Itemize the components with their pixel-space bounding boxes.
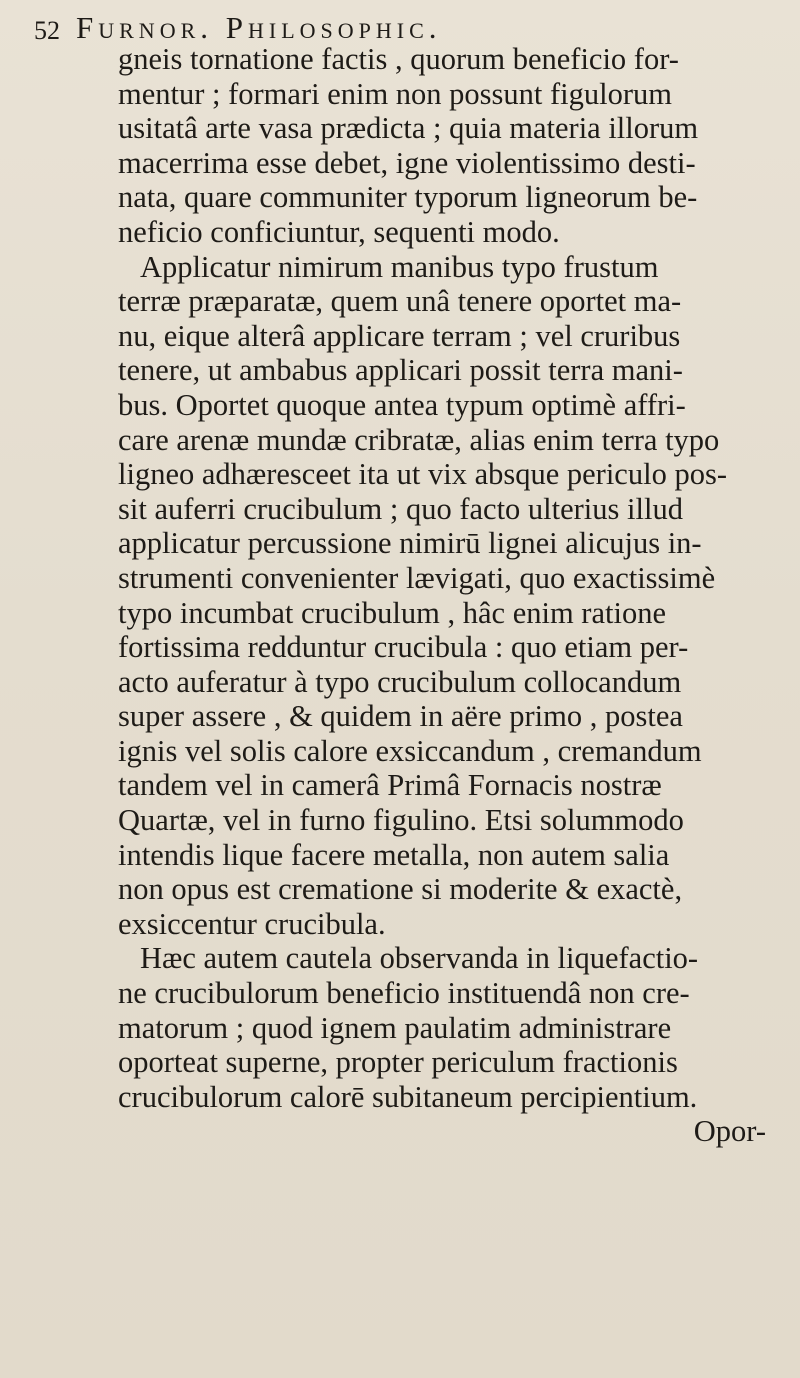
text-line: usitatâ arte vasa prædicta ; quia materia illorum [118, 111, 699, 146]
text-line: acto auferatur à typo crucibulum collocandum [118, 664, 682, 699]
text-line: ignis vel solis calore exsiccandum , cremandum [118, 733, 702, 768]
text-line: terræ præparatæ, quem unâ tenere oportet ma- [118, 284, 682, 319]
text-line: oporteat superne, propter periculum fractionis [118, 1045, 678, 1080]
text-line: intendis lique facere metalla, non autem salia [118, 837, 670, 872]
text-line: ligneo adhæresceet ita ut vix absque periculo pos- [118, 457, 727, 492]
text-line: strumenti convenienter lævigati, quo exactissimè [118, 560, 716, 595]
text-line: care arenæ mundæ cribratæ, alias enim terra typo [118, 422, 720, 457]
text-line: Quartæ, vel in furno figulino. Etsi solummodo [118, 803, 684, 838]
text-line: tandem vel in camerâ Primâ Fornacis nostræ [118, 768, 662, 803]
text-line: matorum ; quod ignem paulatim administrare [118, 1010, 672, 1045]
text-line: tenere, ut ambabus applicari possit terra mani- [118, 353, 683, 388]
text-line: bus. Oportet quoque antea typum optimè affri- [118, 387, 686, 422]
text-line: typo incumbat crucibulum , hâc enim ratione [118, 595, 666, 630]
page-header [34, 2, 774, 46]
text-line: exsiccentur crucibula. [118, 906, 386, 941]
text-line: macerrima esse debet, igne violentissimo desti- [118, 145, 696, 180]
text-line: Applicatur nimirum manibus typo frustum [140, 249, 659, 284]
text-line: fortissima redduntur crucibula : quo etiam per- [118, 630, 689, 665]
text-line: nata, quare communiter typorum ligneorum be- [118, 180, 698, 215]
body-text [118, 42, 796, 1149]
text-line: super assere , & quidem in aëre primo , postea [118, 699, 683, 734]
text-line: ne crucibulorum beneficio instituendâ non cre- [118, 976, 690, 1011]
running-head: Furnor. Philosophic. [76, 10, 442, 45]
text-line: nu, eique alterâ applicare terram ; vel cruribus [118, 318, 681, 353]
text-line: mentur ; formari enim non possunt figulorum [118, 76, 673, 111]
text-line: Hæc autem cautela observanda in liquefactio- [140, 941, 699, 976]
text-line: crucibulorum calorē subitaneum percipientium. [118, 1079, 698, 1114]
text-line: non opus est crematione si moderite & exactè, [118, 872, 683, 907]
text-line: gneis tornatione factis , quorum beneficio for- [118, 42, 679, 76]
text-line: applicatur percussione nimirū lignei alicujus in- [118, 526, 702, 561]
text-line: neficio conficiuntur, sequenti modo. [118, 214, 560, 249]
page-number: 52 [34, 16, 60, 45]
catchword: Opor- [693, 1114, 766, 1149]
text-line: sit auferri crucibulum ; quo facto ulterius illud [118, 491, 683, 526]
